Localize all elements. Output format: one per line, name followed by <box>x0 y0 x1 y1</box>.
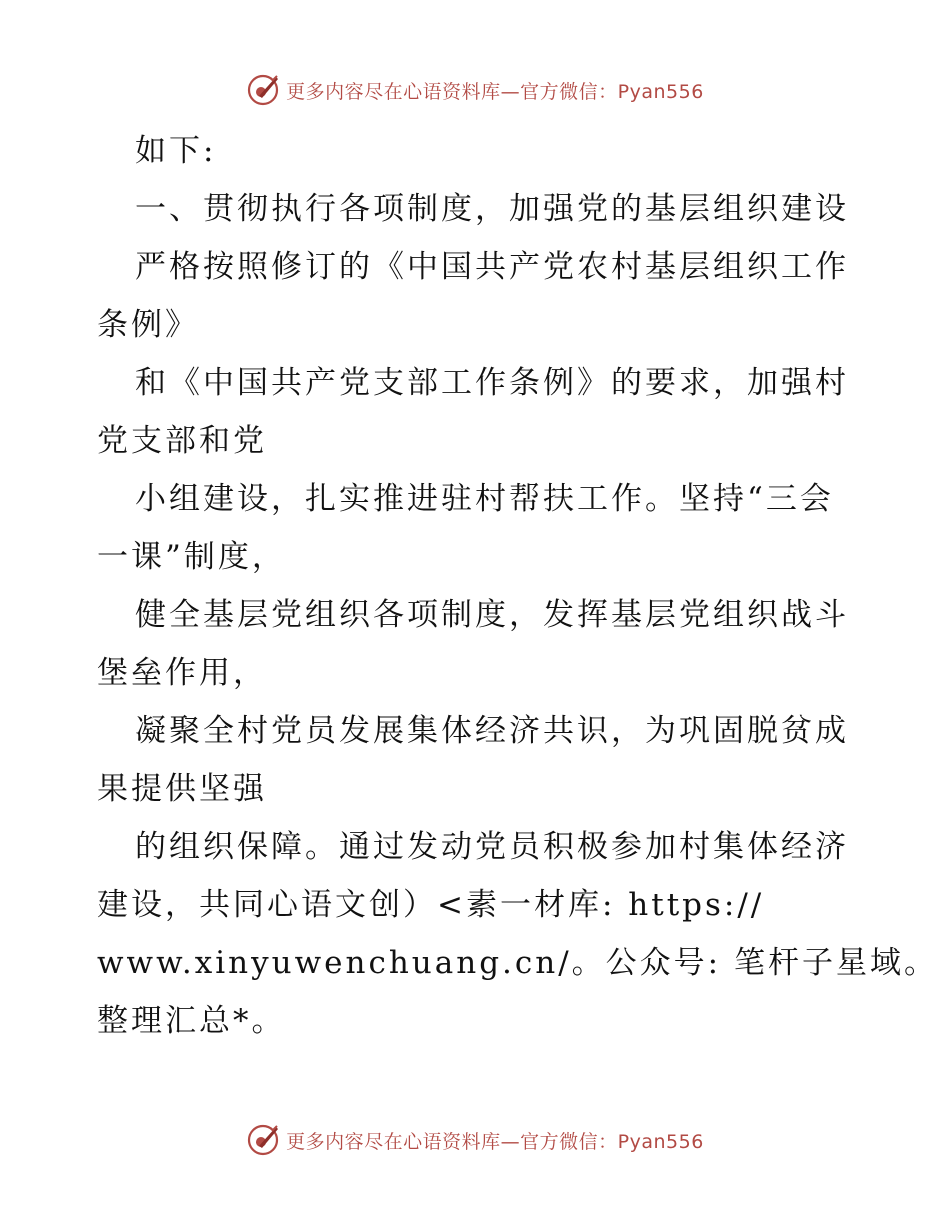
quill-pen-logo-icon <box>246 73 280 107</box>
text-line: 的组织保障。通过发动党员积极参加村集体经济 <box>135 829 849 865</box>
text-line: 建设，共同心语文创）<素一材库: https:// <box>97 887 765 923</box>
section-heading: 一、贯彻执行各项制度，加强党的基层组织建设 <box>135 191 849 227</box>
text-line: 健全基层党组织各项制度，发挥基层党组织战斗 <box>135 597 849 633</box>
text-line: 一课”制度， <box>97 539 286 575</box>
header-watermark <box>0 70 950 110</box>
text-line: 和《中国共产党支部工作条例》的要求，加强村 <box>135 365 849 401</box>
text-line: 整理汇总*。 <box>97 1003 286 1039</box>
text-line: www.xinyuwenchuang.cn/。公众号: 笔杆子星域。 <box>97 945 938 981</box>
text-line: 严格按照修订的《中国共产党农村基层组织工作 <box>135 249 849 285</box>
text-line: 条例》 <box>97 307 199 343</box>
document-body <box>97 122 938 1050</box>
text-line: 凝聚全村党员发展集体经济共识，为巩固脱贫成 <box>135 713 849 749</box>
text-line: 小组建设，扎实推进驻村帮扶工作。坚持“三会 <box>135 481 834 517</box>
text-line: 党支部和党 <box>97 423 267 459</box>
footer-watermark-text: 更多内容尽在心语资料库—官方微信：Pyan556 <box>286 1130 704 1153</box>
footer-watermark <box>0 1120 950 1160</box>
text-line: 果提供坚强 <box>97 771 267 807</box>
quill-pen-logo-icon <box>246 1123 280 1157</box>
header-watermark-text: 更多内容尽在心语资料库—官方微信：Pyan556 <box>286 80 704 103</box>
text-line: 如下: <box>135 133 217 169</box>
text-line: 堡垒作用， <box>97 655 267 691</box>
